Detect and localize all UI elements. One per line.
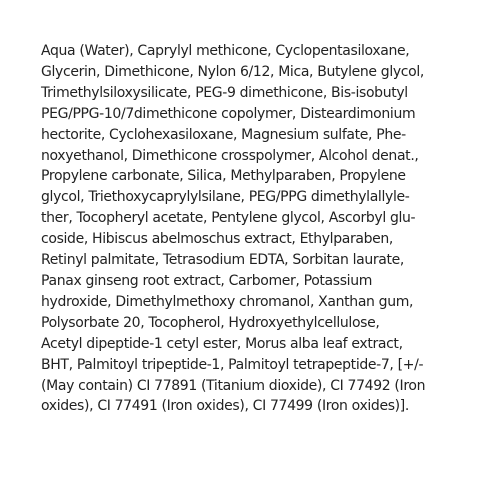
ingredients-line: coside, Hibiscus abelmoschus extract, Ethylparaben, [41,231,394,248]
ingredients-line: Glycerin, Dimethicone, Nylon 6/12, Mica, Butylene glycol, [41,63,425,80]
ingredients-line: ther, Tocopheryl acetate, Pentylene glycol, Ascorbyl glu- [41,210,416,227]
ingredients-line: Trimethylsiloxysilicate, PEG-9 dimethicone, Bis-isobutyl [41,84,408,101]
ingredients-line: Aqua (Water), Caprylyl methicone, Cyclopentasiloxane, [41,43,410,59]
ingredients-line: Polysorbate 20, Tocopherol, Hydroxyethylcellulose, [41,314,380,331]
ingredients-line: PEG/PPG-10/7dimethicone copolymer, Disteardimonium [41,105,416,122]
ingredients-line: BHT, Palmitoyl tripeptide-1, Palmitoyl tetrapeptide-7, [+/- [41,356,424,373]
ingredients-line: glycol, Triethoxycaprylylsilane, PEG/PPG dimethylallyle- [41,189,410,206]
ingredients-line: Retinyl palmitate, Tetrasodium EDTA, Sorbitan laurate, [41,252,405,269]
ingredients-line: Propylene carbonate, Silica, Methylparaben, Propylene [41,168,406,185]
ingredients-line: hydroxide, Dimethylmethoxy chromanol, Xanthan gum, [41,293,414,310]
ingredients-line: (May contain) CI 77891 (Titanium dioxide), CI 77492 (Iron [41,377,426,394]
ingredients-line: oxides), CI 77491 (Iron oxides), CI 77499 (Iron oxides)]. [41,398,409,415]
ingredients-line: hectorite, Cyclohexasiloxane, Magnesium sulfate, Phe- [41,126,406,143]
ingredients-list [41,41,481,417]
ingredients-line: noxyethanol, Dimethicone crosspolymer, Alcohol denat., [41,147,419,164]
ingredients-line: Acetyl dipeptide-1 cetyl ester, Morus alba leaf extract, [41,335,403,352]
ingredients-line: Panax ginseng root extract, Carbomer, Potassium [41,272,373,289]
